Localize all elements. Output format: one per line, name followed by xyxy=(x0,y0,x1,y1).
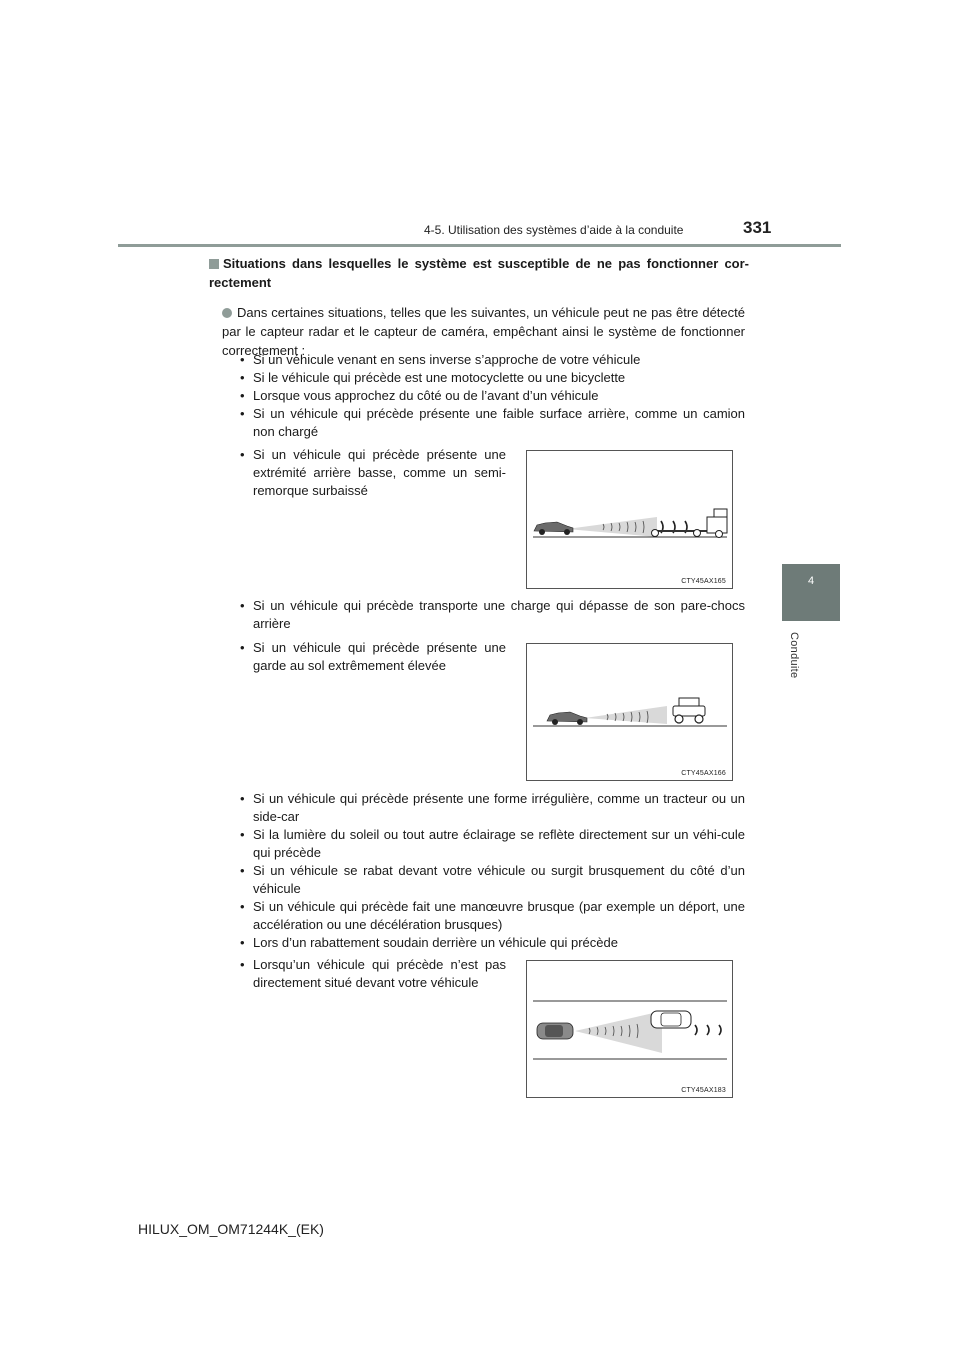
circle-bullet-icon xyxy=(222,308,232,318)
list-item: • Si un véhicule qui précède fait une manœuvre brusque (par exemple un déport, une accélération ou une décélération brusques) xyxy=(240,898,745,934)
page-number: 331 xyxy=(743,218,772,237)
list-item: • Si un véhicule qui précède présente une forme irrégulière, comme un tracteur ou un side-car xyxy=(240,790,745,826)
chapter-tab xyxy=(782,564,840,620)
section-title xyxy=(209,254,749,292)
list-item: • Si un véhicule qui précède transporte une charge qui dépasse de son pare-chocs arrière xyxy=(240,597,745,633)
figure-code: CTY45AX183 xyxy=(681,1087,726,1094)
list-item: • Lors d’un rabattement soudain derrière un véhicule qui précède xyxy=(240,934,745,952)
square-bullet-icon xyxy=(209,259,219,269)
running-header-section: 4-5. Utilisation des systèmes d’aide à la conduite xyxy=(424,223,684,237)
list-item: • Si un véhicule qui précède présente une faible surface arrière, comme un camion non chargé xyxy=(240,405,745,441)
list-item: • Si le véhicule qui précède est une motocyclette ou une bicyclette xyxy=(240,369,745,387)
chapter-tab-label: Conduite xyxy=(788,632,800,679)
condition-list-a xyxy=(240,351,745,441)
figure-high-clearance xyxy=(526,643,733,781)
list-item: • Si un véhicule qui précède présente une extrémité arrière basse, comme un semi-remorque surbaissé xyxy=(240,446,506,500)
list-item: • Si un véhicule se rabat devant votre véhicule ou surgit brusquement du côté d’un véhicule xyxy=(240,862,745,898)
list-item: • Lorsque vous approchez du côté ou de l’avant d’un véhicule xyxy=(240,387,745,405)
list-item: • Si un véhicule qui précède présente une garde au sol extrêmement élevée xyxy=(240,639,506,675)
condition-item-fig2 xyxy=(240,639,506,675)
figure-low-trailer xyxy=(526,450,733,589)
list-item: • Si la lumière du soleil ou tout autre éclairage se reflète directement sur un véhi-cule qui précède xyxy=(240,826,745,862)
figure-code: CTY45AX165 xyxy=(681,578,726,585)
condition-list-c xyxy=(240,790,745,952)
illustration-high-clearance xyxy=(527,644,732,780)
list-item: • Lorsqu’un véhicule qui précède n’est pas directement situé devant votre véhicule xyxy=(240,956,506,992)
list-item: • Si un véhicule venant en sens inverse s’approche de votre véhicule xyxy=(240,351,745,369)
figure-offset-vehicle xyxy=(526,960,733,1098)
condition-list-b xyxy=(240,597,745,633)
figure-code: CTY45AX166 xyxy=(681,770,726,777)
header-divider xyxy=(118,244,841,247)
intro-text: Dans certaines situations, telles que les suivantes, un véhicule peut ne pas être détecté par le capteur radar et le capteur de caméra, empêchant ainsi le système de fonctionner correctement : xyxy=(222,305,745,358)
illustration-low-trailer xyxy=(527,451,732,588)
chapter-tab-divider xyxy=(782,620,840,621)
condition-item-fig3 xyxy=(240,956,506,992)
footer-doc-id: HILUX_OM_OM71244K_(EK) xyxy=(138,1221,324,1237)
chapter-tab-number: 4 xyxy=(807,575,815,587)
section-title-text: Situations dans lesquelles le système est susceptible de ne pas fonctionner cor-rectement xyxy=(209,256,749,290)
illustration-offset-vehicle xyxy=(527,961,732,1097)
condition-item-fig1 xyxy=(240,446,506,500)
